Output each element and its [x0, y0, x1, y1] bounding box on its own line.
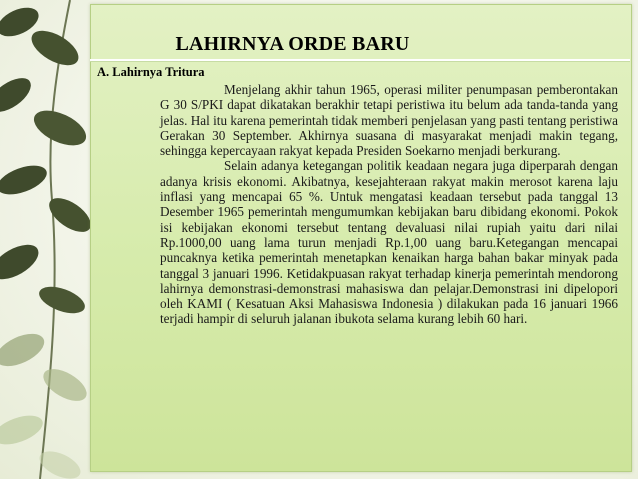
slide-title: LAHIRNYA ORDE BARU [175, 33, 410, 55]
title-divider [90, 59, 630, 62]
paragraph-1: Menjelang akhir tahun 1965, operasi militer penumpasan pemberontakan G 30 S/PKI dapat dikatakan berakhir tetapi peristiwa itu belum ada tanda-tanda yang jelas. Hal itu karena pemerintah tidak memberi penjelasan yang pasti tentang peristiwa Gerakan 30 September. Akhirnya suasana di masyarakat menjadi makin tegang, sehingga kepercayaan rakyat kepada Presiden Soekarno menjadi berkurang. [160, 82, 618, 159]
paragraph-2: Selain adanya ketegangan politik keadaan negara juga diperparah dengan adanya krisis ekonomi. Akibatnya, kesejahteraan rakyat makin merosot karena laju inflasi yang mencapai 65 %. Untuk mengatasi keadaan tersebut pada tanggal 13 Desember 1965 pemerintah mengumumkan kebijakan baru dibidang ekonomi. Pokok isi kebijakan ekonomi tersebut tentang devaluasi nilai rupiah yaitu dari nilai Rp.1000,00 uang lama turun menjadi Rp.1,00 uang baru.Ketegangan mencapai puncaknya ketika pemerintah menetapkan kenaikan harga bahan bakar minyak pada tanggal 3 januari 1996. Ketidakpuasan rakyat terhadap kinerja pemerintah mendorong lahirnya demonstrasi-demonstrasi mahasiswa dan pelajar.Demonstrasi ini dipelopori oleh KAMI ( Kesatuan Aksi Mahasiswa Indonesia ) dilakukan pada 16 januari 1966 terjadi hampir di seluruh jalanan ibukota selama kurang lebih 60 hari. [160, 158, 618, 327]
leaf-branch-icon [0, 0, 97, 479]
body-text [160, 82, 618, 327]
section-heading: A. Lahirnya Tritura [97, 65, 205, 79]
